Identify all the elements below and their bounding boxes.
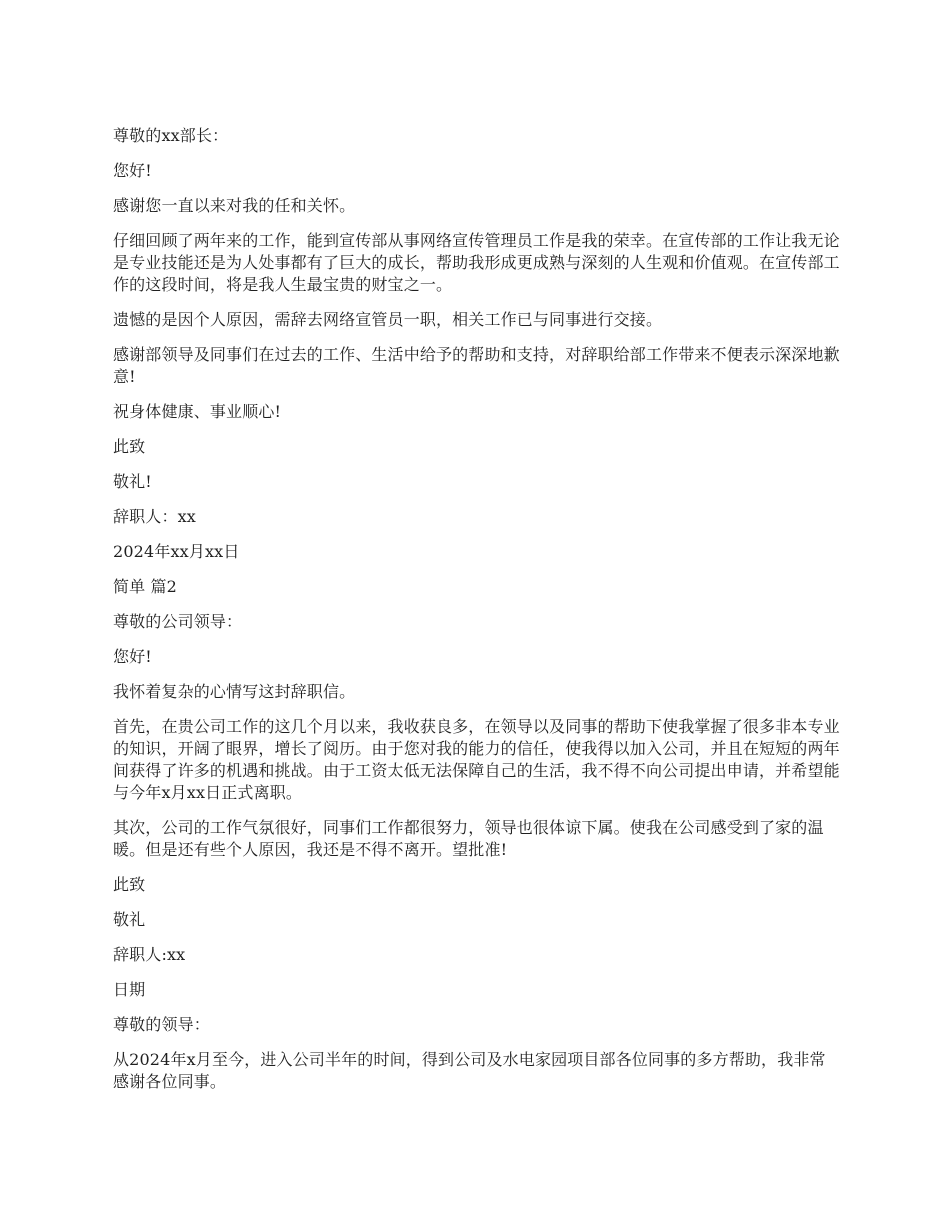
closing-line: 此致	[113, 437, 146, 456]
body-paragraph: 从2024年x月至今，进入公司半年的时间，得到公司及水电家园项目部各位同事的多方帮助，我非常感谢各位同事。	[113, 1050, 826, 1091]
closing-line: 此致	[113, 875, 146, 894]
body-paragraph: 首先，在贵公司工作的这几个月以来，我收获良多，在领导以及同事的帮助下使我掌握了很多非本专业的知识，开阔了眼界，增长了阅历。由于您对我的能力的信任，使我得以加入公司，并且在短短的两年间获得了许多的机遇和挑战。由于工资太低无法保障自己的生活，我不得不向公司提出申请，并希望能与今年x月xx日正式离职。	[113, 717, 840, 802]
closing-line: 敬礼	[113, 910, 146, 929]
signature-line: 辞职人：xx	[113, 507, 196, 526]
closing-line: 敬礼!	[113, 472, 152, 491]
body-paragraph: 遗憾的是因个人原因，需辞去网络宣管员一职，相关工作已与同事进行交接。	[113, 310, 663, 329]
document-page	[113, 125, 840, 1106]
signature-line: 辞职人:xx	[113, 945, 186, 964]
salutation: 尊敬的领导：	[113, 1015, 210, 1034]
body-paragraph: 感谢部领导及同事们在过去的工作、生活中给予的帮助和支持，对辞职给部工作带来不便表示深深地歉意!	[113, 345, 840, 386]
salutation: 尊敬的公司领导：	[113, 612, 243, 631]
body-paragraph: 仔细回顾了两年来的工作，能到宣传部从事网络宣传管理员工作是我的荣幸。在宣传部的工作让我无论是专业技能还是为人处事都有了巨大的成长，帮助我形成更成熟与深刻的人生观和价值观。在宣传部工作的这段时间，将是我人生最宝贵的财宝之一。	[113, 231, 840, 294]
greeting: 您好!	[113, 161, 152, 180]
date-line: 日期	[113, 980, 146, 999]
salutation: 尊敬的xx部长：	[113, 126, 229, 145]
date-line: 2024年xx月xx日	[113, 542, 240, 561]
body-paragraph: 其次，公司的工作气氛很好，同事们工作都很努力，领导也很体谅下属。使我在公司感受到了家的温暖。但是还有些个人原因，我还是不得不离开。望批准!	[113, 818, 824, 859]
section-heading: 简单 篇2	[113, 577, 178, 596]
greeting: 您好!	[113, 647, 152, 666]
blessing-line: 祝身体健康、事业顺心!	[113, 402, 282, 421]
body-paragraph: 我怀着复杂的心情写这封辞职信。	[113, 682, 356, 701]
thanks-line: 感谢您一直以来对我的任和关怀。	[113, 196, 356, 215]
